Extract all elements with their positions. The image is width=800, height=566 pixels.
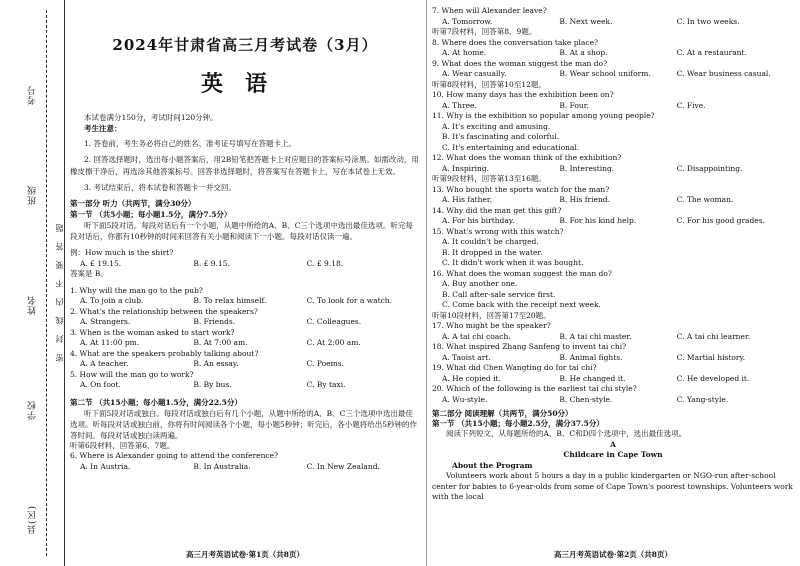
part2-title: 第二部分 阅读理解（共两节，满分50分） (432, 409, 573, 418)
score-line: 本试卷满分150分，考试时间120分钟。 (84, 113, 218, 122)
about-title: About the Program (452, 460, 533, 470)
option-c: C. At a restaurant. (676, 48, 747, 57)
question-11-option-c: C. It's entertaining and educational. (442, 142, 580, 152)
option-c: C. A tai chi learner. (676, 331, 751, 341)
option-a: A. He copied it. (442, 373, 501, 383)
material-10-note: 听第10段材料，回答第17至20题。 (432, 310, 551, 320)
option-b: B. Animal fights. (559, 352, 623, 362)
option-b: B. Friends. (193, 317, 236, 326)
option-b: B. At a shop. (559, 48, 608, 57)
example-option-c: C. £ 9.18. (306, 258, 344, 268)
option-c: C. Disappointing. (676, 163, 743, 173)
example-answer: 答案是 B。 (70, 269, 108, 278)
part1-section1-title: 第一节 （共5小题；每小题1.5分，满分7.5分） (70, 210, 232, 219)
option-a: A. Wear casually. (442, 69, 507, 78)
question-9: 9. What does the woman suggest the man do? (432, 58, 608, 68)
note-1: 1. 答卷前，考生务必将自己的姓名、准考证号填写在答题卡上。 (84, 139, 297, 148)
option-b: B. In Australia. (193, 461, 251, 471)
part1-section2-title: 第二节 （共15小题；每小题1.5分，满分22.5分） (70, 397, 242, 407)
question-18: 18. What inspired Zhang Sanfeng to invent tai chi? (432, 342, 627, 351)
question-20: 20. Which of the following is the earliest tai chi style? (432, 384, 637, 393)
question-1-options (70, 296, 420, 307)
option-b: B. Wear school uniform. (559, 69, 651, 78)
option-c: C. He developed it. (676, 373, 750, 383)
question-7: 7. When will Alexander leave? (432, 6, 547, 15)
question-block (70, 370, 420, 391)
question-19: 19. What did Chen Wangting do for tai chi? (432, 363, 597, 372)
page-divider (426, 0, 427, 566)
question-1: 1. Why will the man go to the pub? (70, 285, 203, 295)
exam-title: 2024年甘肃省高三月考试卷（3月） (112, 36, 378, 54)
question-15-option-c: C. It didn't work when it was bought. (442, 258, 584, 267)
option-c: C. At 2:00 am. (306, 338, 361, 347)
question-16-option-a: A. Buy another one. (442, 279, 518, 288)
option-c: C. Five. (676, 100, 706, 110)
option-a: A. At home. (442, 48, 487, 57)
option-b: B. An essay. (193, 359, 239, 368)
option-a: A. Strangers. (80, 317, 131, 326)
exam-number-label: 考号 (28, 85, 38, 105)
option-b: B. Chen-style. (559, 394, 613, 404)
option-a: A. His father. (442, 195, 493, 204)
about-text: Volunteers work about 5 hours a day in a public kindergarten or NGO-run after-school center for babies to 6-year-olds from some of Cape Town's poorest townships. Volunteers work with the local (432, 471, 793, 501)
option-c: C. By taxi. (306, 380, 346, 389)
question-13-options (432, 195, 794, 206)
question-14: 14. Why did the man get this gift? (432, 205, 562, 215)
example-option-b: B. £ 9.15. (193, 258, 230, 268)
question-12-options (432, 164, 794, 175)
question-16-option-b: B. Call after-sale service first. (442, 289, 556, 299)
question-5-options (70, 380, 420, 391)
note-3: 3. 考试结束后，将本试卷和答题卡一并交回。 (84, 183, 237, 192)
question-8-options (432, 48, 794, 59)
part1-section2-desc: 听下面5段对话或独白。每段对话或独白后有几个小题，从题中所给的A、B、C三个选项中选出最佳选项。听每段对话或独白前，你将有时间阅读各个小题，每小题5秒钟；听完后，各小题将给出5秒钟的作答时间。每段对话或独白读两遍。 (70, 408, 418, 440)
example-option-a: A. £ 19.15. (80, 258, 122, 268)
question-15-option-a: A. It couldn't be charged. (442, 237, 539, 246)
part1-title: 第一部分 听力（共两节，满分30分） (70, 199, 196, 208)
part1-section1-desc: 听下面5段对话。每段对话后有一个小题，从题中所给的A、B、C三个选项中选出最佳选项。听完每段对话后，你都有10秒钟的时间来回答有关小题和阅读下一小题。每段对话仅读一遍。 (70, 221, 413, 241)
question-10: 10. How many days has the exhibition been on? (432, 90, 614, 99)
part2-section1-title: 第一节 （共15小题；每小题2.5分，满分37.5分） (432, 419, 604, 428)
material-9-note: 听第9段材料，回答第13至16题。 (432, 174, 546, 183)
question-3-options (70, 338, 420, 349)
option-c: C. In New Zealand. (306, 461, 380, 471)
option-c: C. Wear business casual. (676, 69, 771, 78)
option-c: C. Martial history. (676, 352, 746, 362)
question-11-option-a: A. It's exciting and amusing. (442, 121, 551, 131)
question-17-options (432, 332, 794, 343)
option-a: A. On foot. (80, 380, 121, 389)
option-b: B. At 7:00 am. (193, 338, 248, 347)
footer-page-2: 高三月考英语试卷·第2页（共8页） (553, 550, 673, 559)
option-b: B. A tai chi master. (559, 331, 632, 341)
question-4: 4. What are the speakers probably talking about? (70, 348, 259, 358)
question-4-options (70, 359, 420, 370)
question-2: 2. What's the relationship between the speakers? (70, 306, 258, 316)
seal-notice: 密 封 线 内 不 要 答 题 (55, 220, 64, 362)
option-c: C. Colleagues. (306, 317, 362, 326)
option-c: C. Yang-style. (676, 394, 729, 404)
option-a: A. A teacher. (80, 359, 129, 368)
subject-title: 英语 (200, 71, 289, 97)
question-17: 17. Who might be the speaker? (432, 321, 551, 330)
option-c: C. The woman. (676, 195, 734, 204)
question-13: 13. Who bought the sports watch for the man? (432, 184, 610, 194)
passage-letter: A (610, 439, 616, 449)
option-a: A. Wu-style. (442, 394, 488, 404)
option-c: C. In two weeks. (676, 16, 740, 26)
note-2: 2. 回答选择题时，选出每小题答案后，用2B铅笔把答题卡上对应题目的答案标号涂黑。如需改动，用橡皮擦干净后，再选涂其他答案标号。回答非选择题时，将答案写在答题卡上，写在本试卷上无效。 (70, 155, 419, 176)
option-b: B. He changed it. (559, 373, 626, 383)
option-a: A. In Austria. (80, 461, 131, 471)
question-15-option-b: B. It dropped in the water. (442, 247, 543, 257)
passage-title: Childcare in Cape Town (563, 450, 663, 459)
option-b: B. By bus. (193, 380, 232, 389)
question-16: 16. What does the woman suggest the man do? (432, 268, 612, 278)
example-question: 例：How much is the shirt? (70, 248, 174, 257)
page-2 (432, 6, 794, 562)
option-c: C. For his good grades. (676, 216, 765, 225)
question-5: 5. How will the man go to work? (70, 369, 194, 379)
question-14-options (432, 216, 794, 227)
option-c: C. To look for a watch. (306, 296, 393, 305)
school-label: 学校 (28, 400, 38, 420)
question-3: 3. When is the woman asked to start work? (70, 327, 235, 337)
option-b: B. Interesting. (559, 163, 615, 173)
question-block (70, 328, 420, 349)
option-a: A. For his birthday. (442, 216, 515, 225)
option-b: B. To relax himself. (193, 296, 267, 305)
question-19-options (432, 374, 794, 385)
question-20-options (432, 395, 794, 406)
question-15: 15. What's wrong with this watch? (432, 226, 564, 236)
question-16-option-c: C. Come back with the receipt next week. (442, 300, 601, 309)
material-6-note: 听第6段材料，回答第6、7题。 (70, 440, 175, 450)
option-b: B. Next week. (559, 16, 613, 26)
question-12: 12. What does the woman think of the exhibition? (432, 153, 622, 162)
option-a: A. Inspiring. (442, 163, 490, 173)
option-b: B. His friend. (559, 195, 610, 204)
option-a: A. A tai chi coach. (442, 331, 511, 341)
question-6: 6. Where is Alexander going to attend the conference? (70, 451, 279, 460)
option-b: B. Four. (559, 100, 589, 110)
question-8: 8. Where does the conversation take place? (432, 37, 599, 47)
question-11: 11. Why is the exhibition so popular among young people? (432, 111, 655, 120)
question-block (70, 307, 420, 328)
binding-strip (0, 0, 65, 566)
question-block (70, 349, 420, 370)
seal-line (46, 10, 47, 556)
example-options (70, 259, 420, 270)
footer-page-1: 高三月考英语试卷·第1页（共8页） (185, 550, 305, 559)
question-9-options (432, 69, 794, 80)
question-block (70, 286, 420, 307)
county-label: 县(区) (28, 505, 38, 535)
option-b: B. For his kind help. (559, 216, 637, 225)
question-11-option-b: B. It's fascinating and colorful. (442, 132, 560, 141)
part2-section1-desc: 阅读下列短文，从每题所给的A、B、C和D四个选项中，选出最佳选项。 (446, 429, 687, 438)
class-label: 班级 (28, 185, 38, 205)
material-7-note: 听第7段材料，回答第8、9题。 (432, 27, 537, 36)
question-7-options (432, 17, 794, 28)
option-a: A. Three. (442, 100, 477, 110)
option-a: A. Taoist art. (442, 352, 491, 362)
notes-title: 考生注意： (84, 124, 122, 133)
questions-1-5 (70, 286, 420, 391)
option-a: A. To join a club. (80, 296, 144, 305)
question-10-options (432, 101, 794, 112)
question-2-options (70, 317, 420, 328)
material-8-note: 听第8段材料，回答第10至12题。 (432, 79, 546, 89)
name-label: 姓名 (28, 295, 38, 315)
option-c: C. Poems. (306, 359, 344, 368)
question-18-options (432, 353, 794, 364)
option-a: A. Tomorrow. (442, 16, 493, 26)
option-a: A. At 11:00 pm. (80, 338, 140, 347)
question-6-options (70, 462, 420, 473)
page-1 (70, 6, 420, 562)
